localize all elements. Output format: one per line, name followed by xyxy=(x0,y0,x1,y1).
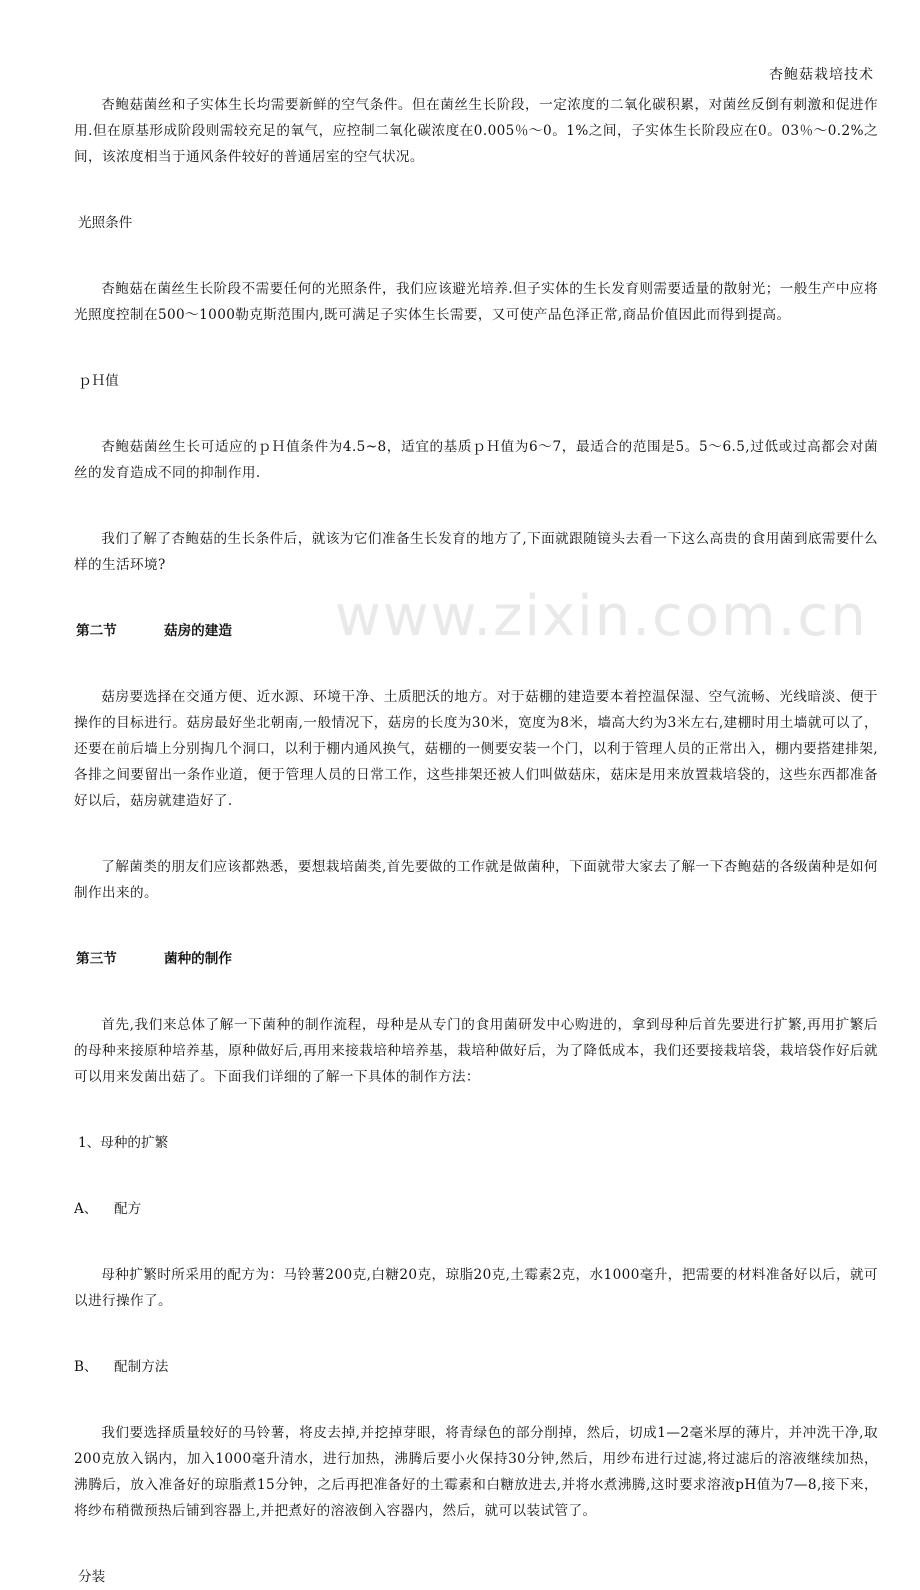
spacer xyxy=(74,236,878,276)
section-heading-mushroom-house xyxy=(74,618,878,644)
spacer xyxy=(74,972,878,1012)
spacer xyxy=(74,1156,878,1196)
heading-ph-value: ｐＨ值 xyxy=(78,373,119,389)
watermark: www.zixin.com.cn xyxy=(335,584,868,649)
spacer xyxy=(74,814,878,854)
spacer xyxy=(74,328,878,368)
section-title: 菇房的建造 xyxy=(164,623,232,639)
section-number: 第二节 xyxy=(76,623,117,639)
heading-dispensing: 分装 xyxy=(78,1569,106,1585)
document-body xyxy=(74,92,878,1590)
paragraph-mushroom-house: 菇房要选择在交通方便、近水源、环境干净、土质肥沃的地方。对于菇棚的建造要本着控温保湿、空气流畅、光线暗淡、便于操作的目标进行。菇房最好坐北朝南,一般情况下，菇房的长度为30米，宽度为8米，墙高大约为3米左右,建棚时用土墙就可以了，还要在前后墙上分别掏几个洞口，以利于棚内通风换气，菇棚的一侧要安装一个门，以利于管理人员的正常出入，棚内要搭建排架,各排之间要留出一条作业道，便于管理人员的日常工作，这些排架还被人们叫做菇床，菇床是用来放置栽培袋的，这些东西都准备好以后，菇房就建造好了. xyxy=(74,689,878,809)
spacer xyxy=(74,1222,878,1262)
spacer xyxy=(74,906,878,946)
sub-item-marker: B、 xyxy=(74,1359,98,1375)
sub-item-text: 配方 xyxy=(114,1201,142,1217)
spacer xyxy=(74,1524,878,1564)
spacer xyxy=(74,578,878,618)
paragraph-preparation-method: 我们要选择质量较好的马铃薯，将皮去掉,并挖掉芽眼，将青绿色的部分削掉，然后，切成1—2毫米厚的薄片，并冲洗干净,取200克放入锅内，加入1000毫升清水，进行加热，沸腾后要小火保持30分钟,然后，用纱布进行过滤,将过滤后的溶液继续加热，沸腾后，放入准备好的琼脂煮15分钟，之后再把准备好的土霉素和白糖放进去,并将水煮沸腾,这时要求溶液pH值为7—8,接下来，将纱布稍微预热后铺到容器上,并把煮好的溶液倒入容器内，然后，就可以装试管了。 xyxy=(74,1425,878,1519)
sub-item-formula xyxy=(74,1196,878,1222)
section-number: 第三节 xyxy=(76,951,117,967)
item-mother-spawn-expansion: 1、母种的扩繁 xyxy=(78,1135,169,1151)
paragraph-transition-spawn: 了解菌类的朋友们应该都熟悉，要想栽培菌类,首先要做的工作就是做菌种，下面就带大家去了解一下杏鲍菇的各级菌种是如何制作出来的。 xyxy=(74,859,878,901)
spacer xyxy=(74,1314,878,1354)
sub-item-text: 配制方法 xyxy=(114,1359,169,1375)
spacer xyxy=(74,170,878,210)
running-header: 杏鲍菇栽培技术 xyxy=(769,67,874,83)
spacer xyxy=(74,1090,878,1130)
paragraph-ph-value: 杏鲍菇菌丝生长可适应的ｐＨ值条件为4.5~8，适宜的基质ｐＨ值为6～7，最适合的范围是5。5～6.5,过低或过高都会对菌丝的发育造成不同的抑制作用. xyxy=(74,439,878,481)
paragraph-air-conditions: 杏鲍菇菌丝和子实体生长均需要新鲜的空气条件。但在菌丝生长阶段，一定浓度的二氧化碳积累，对菌丝反倒有刺激和促进作用.但在原基形成阶段则需较充足的氧气，应控制二氧化碳浓度在0.005％～0。1%之间，子实体生长阶段应在0。03％～0.2%之间，该浓度相当于通风条件较好的普通居室的空气状况。 xyxy=(74,97,878,165)
spacer xyxy=(74,1380,878,1420)
sub-item-preparation-method xyxy=(74,1354,878,1380)
spacer xyxy=(74,394,878,434)
paragraph-spawn-process: 首先,我们来总体了解一下菌种的制作流程，母种是从专门的食用菌研发中心购进的，拿到母种后首先要进行扩繁,再用扩繁后的母种来接原种培养基，原种做好后,再用来接栽培种培养基，栽培种做好后，为了降低成本，我们还要接栽培袋，栽培袋作好后就可以用来发菌出菇了。下面我们详细的了解一下具体的制作方法： xyxy=(74,1017,878,1085)
sub-item-marker: A、 xyxy=(74,1201,98,1217)
section-heading-spawn-production xyxy=(74,946,878,972)
paragraph-formula: 母种扩繁时所采用的配方为：马铃薯200克,白糖20克，琼脂20克,土霉素2克，水1000毫升，把需要的材料准备好以后，就可以进行操作了。 xyxy=(74,1267,878,1309)
paragraph-light-conditions: 杏鲍菇在菌丝生长阶段不需要任何的光照条件，我们应该避光培养.但子实体的生长发育则需要适量的散射光；一般生产中应将光照度控制在500～1000勒克斯范围内,既可满足子实体生长需要，又可使产品色泽正常,商品价值因此而得到提高。 xyxy=(74,281,878,323)
spacer xyxy=(74,644,878,684)
heading-light-conditions: 光照条件 xyxy=(78,215,133,231)
spacer xyxy=(74,486,878,526)
section-title: 菌种的制作 xyxy=(164,951,232,967)
paragraph-transition-environment: 我们了解了杏鲍菇的生长条件后，就该为它们准备生长发育的地方了,下面就跟随镜头去看一下这么高贵的食用菌到底需要什么样的生活环境? xyxy=(74,531,878,573)
